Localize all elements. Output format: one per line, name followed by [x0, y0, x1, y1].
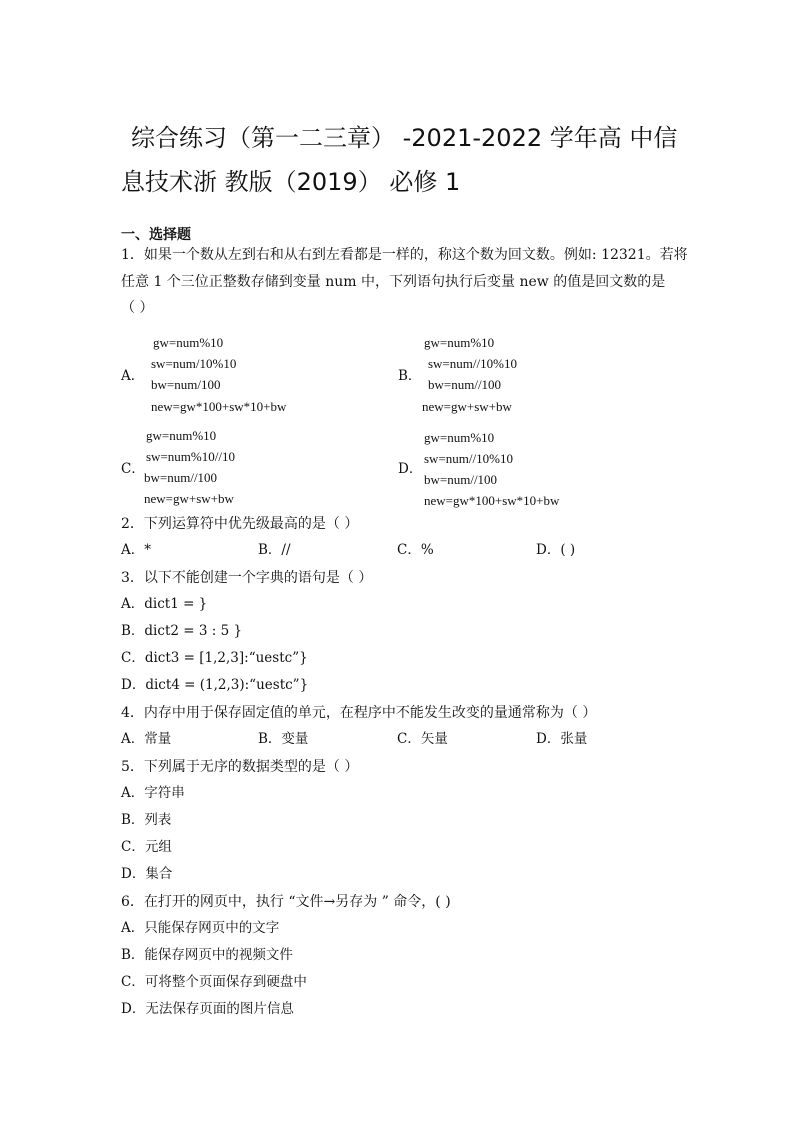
- question-3-stem: 3．以下不能创建一个字典的语句是（ ）: [121, 570, 373, 586]
- question-4-option-a[interactable]: A．常量: [121, 731, 172, 747]
- question-6-stem: 6．在打开的网页中，执行 “文件→另存为 ” 命令，( ): [121, 894, 451, 910]
- question-2-option-a[interactable]: A．*: [121, 542, 151, 558]
- section-heading: 一、选择题: [121, 227, 191, 243]
- question-1-stem-line-3: （ ）: [121, 300, 154, 316]
- question-3-option-a[interactable]: A．dict1 = }: [121, 596, 208, 612]
- question-2-option-b[interactable]: B．//: [258, 542, 291, 558]
- question-2-option-d[interactable]: D．( ): [536, 542, 576, 558]
- option-d-code-line-4: new=gw*100+sw*10+bw: [424, 493, 560, 508]
- question-5-option-c[interactable]: C．元组: [121, 839, 172, 855]
- option-b-code-line-3: bw=num//100: [428, 377, 502, 392]
- question-5-option-a[interactable]: A．字符串: [121, 785, 185, 801]
- option-d-code-line-3: bw=num//100: [424, 472, 498, 487]
- option-c-code-line-3: bw=num//100: [144, 470, 218, 485]
- question-5-option-b[interactable]: B．列表: [121, 812, 172, 828]
- option-d-code-line-2: sw=num//10%10: [424, 451, 513, 466]
- option-a-code-line-4: new=gw*100+sw*10+bw: [151, 399, 287, 414]
- question-3-option-d[interactable]: D．dict4 = (1,2,3):“uestc”}: [121, 677, 309, 693]
- option-a-label: A．: [121, 368, 145, 384]
- option-b-code-line-1: gw=num%10: [424, 335, 495, 350]
- question-3-option-c[interactable]: C．dict3 = [1,2,3]:“uestc”}: [121, 650, 308, 666]
- document-title-line-2: 息技术浙 教版（2019） 必修 1: [121, 168, 461, 196]
- option-c-code-line-4: new=gw+sw+bw: [144, 491, 234, 506]
- option-b-code-line-4: new=gw+sw+bw: [422, 399, 512, 414]
- question-4-option-b[interactable]: B．变量: [258, 731, 309, 747]
- question-1-stem-line-1: 1．如果一个数从左到右和从右到左看都是一样的，称这个数为回文数。例如: 12321。若将: [121, 247, 688, 263]
- option-d-label: D．: [398, 461, 423, 477]
- question-6-option-a[interactable]: A．只能保存网页中的文字: [121, 920, 280, 936]
- option-b-code-line-2: sw=num//10%10: [428, 356, 517, 371]
- question-2-stem: 2．下列运算符中优先级最高的是（ ）: [121, 516, 359, 532]
- question-6-option-b[interactable]: B．能保存网页中的视频文件: [121, 947, 293, 963]
- option-a-code-line-2: sw=num/10%10: [151, 356, 237, 371]
- question-3-option-b[interactable]: B．dict2 = 3 : 5 }: [121, 623, 243, 639]
- option-c-code-line-2: sw=num%10//10: [146, 449, 235, 464]
- question-4-option-c[interactable]: C．矢量: [397, 731, 448, 747]
- option-a-code-line-1: gw=num%10: [153, 335, 224, 350]
- question-4-stem: 4．内存中用于保存固定值的单元，在程序中不能发生改变的量通常称为（ ）: [121, 705, 597, 721]
- question-2-option-c[interactable]: C．%: [397, 542, 434, 558]
- document-title-line-1: 综合练习（第一二三章） -2021-2022 学年高 中信: [131, 124, 678, 152]
- option-a-code-line-3: bw=num/100: [151, 377, 221, 392]
- option-d-code-line-1: gw=num%10: [424, 430, 495, 445]
- question-4-option-d[interactable]: D．张量: [536, 731, 588, 747]
- question-1-stem-line-2: 任意 1 个三位正整数存储到变量 num 中，下列语句执行后变量 new 的值是回文数的是: [121, 274, 666, 290]
- option-c-code-line-1: gw=num%10: [146, 428, 217, 443]
- option-c-label: C．: [121, 461, 145, 477]
- question-5-option-d[interactable]: D．集合: [121, 866, 173, 882]
- question-5-stem: 5．下列属于无序的数据类型的是（ ）: [121, 759, 359, 775]
- question-6-option-c[interactable]: C．可将整个页面保存到硬盘中: [121, 974, 307, 990]
- question-6-option-d[interactable]: D．无法保存页面的图片信息: [121, 1001, 294, 1017]
- option-b-label: B．: [398, 368, 422, 384]
